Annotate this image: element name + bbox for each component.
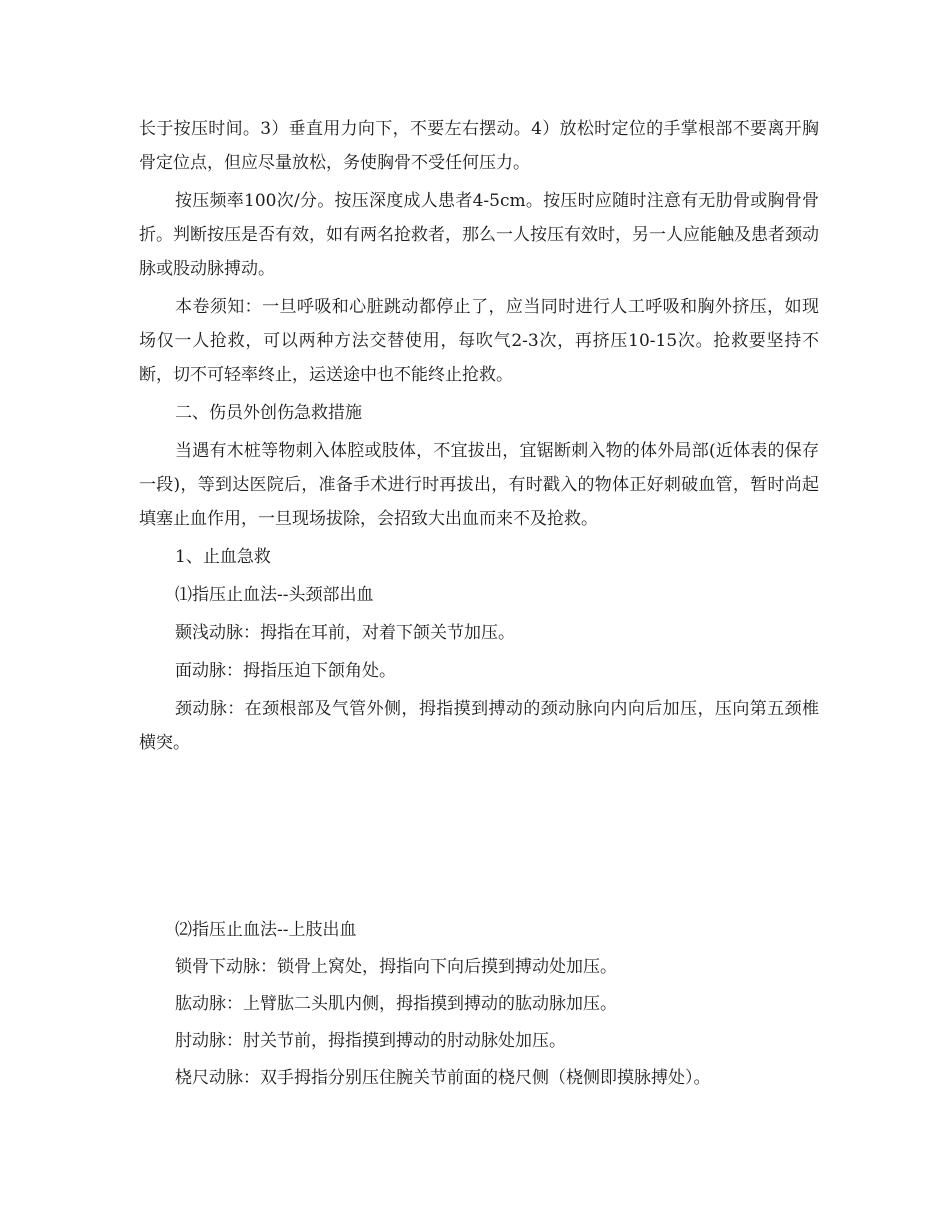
line-brachial-artery: 肱动脉：上臂肱二头肌内侧，拇指摸到搏动的肱动脉加压。	[175, 994, 617, 1014]
paragraph-notice: 本卷须知：一旦呼吸和心脏跳动都停止了，应当同时进行人工呼吸和胸外挤压，如现场仅一人抢救，可以两种方法交替使用，每吹气2-3次，再挤压10-15次。抢救要坚持不断，切不可轻率终止，运送途中也不能终止抢救。	[139, 297, 819, 385]
subheading-hemostasis: 1、止血急救	[175, 547, 271, 567]
paragraph-impaled-object: 当遇有木桩等物刺入体腔或肢体，不宜拔出，宜锯断刺入物的体外局部(近体表的保存一段)，等到达医院后，准备手术进行时再拔出，有时戳入的物体正好刺破血管，暂时尚起填塞止血作用，一旦现场拔除，会招致大出血而来不及抢救。	[139, 441, 819, 529]
paragraph-carotid-artery: 颈动脉：在颈根部及气管外侧，拇指摸到搏动的颈动脉向内向后加压，压向第五颈椎横突。	[139, 699, 819, 753]
paragraph-temporal-artery: 颞浅动脉：拇指在耳前，对着下颌关节加压。	[175, 623, 515, 643]
line-elbow-artery: 肘动脉：肘关节前，拇指摸到搏动的肘动脉处加压。	[175, 1031, 566, 1051]
paragraph-facial-artery: 面动脉：拇指压迫下颌角处。	[175, 661, 396, 681]
paragraph-compression-technique: 长于按压时间。3）垂直用力向下，不要左右摆动。4）放松时定位的手掌根部不要离开胸骨定位点，但应尽量放松，务使胸骨不受任何压力。	[139, 119, 819, 173]
text-block-lower	[139, 912, 819, 1097]
line-subclavian-artery: 锁骨下动脉：锁骨上窝处，拇指向下向后摸到搏动处加压。	[175, 957, 617, 977]
paragraph-compression-rate: 按压频率100次/分。按压深度成人患者4-5cm。按压时应随时注意有无肋骨或胸骨骨折。判断按压是否有效，如有两名抢救者，那么一人按压有效时，另一人应能触及患者颈动脉或股动脉搏动。	[139, 191, 819, 279]
subheading-head-neck: ⑴指压止血法--头颈部出血	[175, 585, 374, 605]
text-block-upper	[139, 112, 819, 760]
subheading-upper-limb: ⑵指压止血法--上肢出血	[175, 920, 357, 940]
line-radial-ulnar-artery: 桡尺动脉：双手拇指分别压住腕关节前面的桡尺侧（桡侧即摸脉搏处）。	[175, 1068, 711, 1088]
section-heading-trauma: 二、伤员外创伤急救措施	[175, 403, 362, 423]
